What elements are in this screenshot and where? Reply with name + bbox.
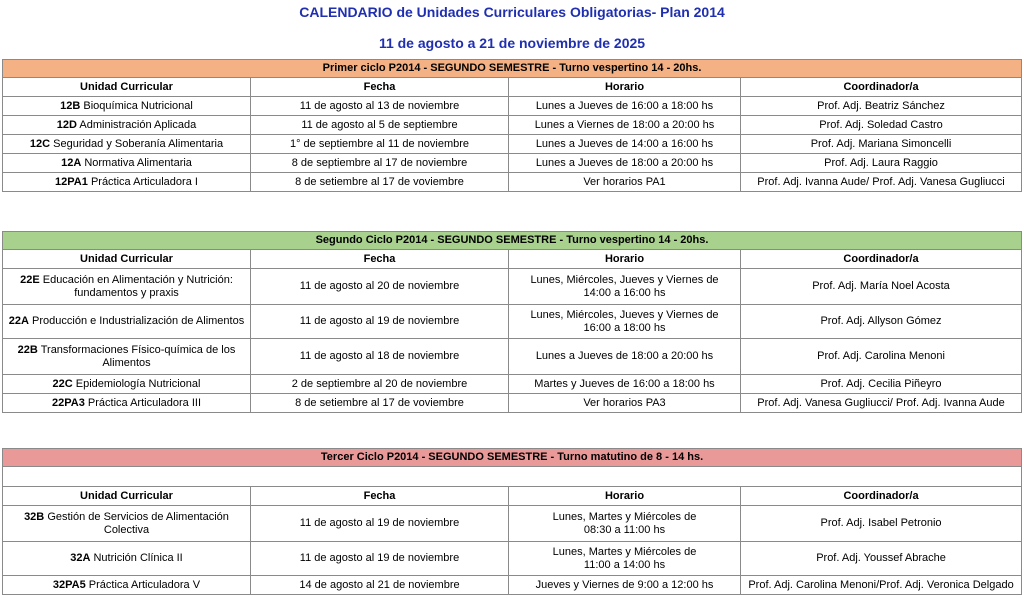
horario-text: Lunes a Viernes de 18:00 a 20:00 hs <box>534 118 715 131</box>
horario-text: Lunes a Jueves de 18:00 a 20:00 hs <box>535 156 714 169</box>
horario-text: Lunes a Jueves de 18:00 a 20:00 hs <box>535 350 714 362</box>
unit-name: Bioquímica Nutricional <box>83 99 193 112</box>
horario-text: Ver horarios PA3 <box>583 396 666 409</box>
unidad-cell <box>3 375 251 394</box>
unit-code: 32PA5 <box>52 578 86 591</box>
section-table <box>2 448 1022 595</box>
table-row <box>3 375 1022 394</box>
fecha-cell: 11 de agosto al 19 de noviembre <box>251 542 509 576</box>
unidad-cell <box>3 394 251 413</box>
header-horario: Horario <box>509 487 741 506</box>
fecha-cell: 8 de setiembre al 17 de voviembre <box>251 394 509 413</box>
section-band: Tercer Ciclo P2014 - SEGUNDO SEMESTRE - Turno matutino de 8 - 14 hs. <box>3 449 1022 467</box>
unidad-cell <box>3 269 251 305</box>
fecha-cell: 11 de agosto al 20 de noviembre <box>251 269 509 305</box>
coordinador-cell: Prof. Adj. Youssef Abrache <box>741 542 1022 576</box>
coordinador-cell: Prof. Adj. Carolina Menoni <box>741 339 1022 375</box>
horario-text-cont: 16:00 a 18:00 hs <box>583 321 666 334</box>
section-band: Segundo Ciclo P2014 - SEGUNDO SEMESTRE - Turno vespertino 14 - 20hs. <box>3 232 1022 250</box>
unit-name: Nutrición Clínica II <box>93 552 183 564</box>
table-row <box>3 269 1022 305</box>
horario-cell <box>509 394 741 413</box>
unit-code: 22PA3 <box>52 396 85 409</box>
horario-cell <box>509 116 741 135</box>
fecha-cell: 11 de agosto al 5 de septiembre <box>251 116 509 135</box>
blank-row <box>3 467 1022 487</box>
header-coord: Coordinador/a <box>741 250 1022 269</box>
fecha-cell: 2 de septiembre al 20 de noviembre <box>251 375 509 394</box>
horario-text: Martes y Jueves de 16:00 a 18:00 hs <box>534 377 715 390</box>
unit-name: Práctica Articuladora I <box>90 175 198 188</box>
table-row <box>3 173 1022 192</box>
header-horario: Horario <box>509 250 741 269</box>
unit-code: 32B <box>24 510 45 523</box>
page-title: CALENDARIO de Unidades Curriculares Obligatorias- Plan 2014 <box>299 4 725 20</box>
unit-name: Epidemiología Nutricional <box>75 377 201 390</box>
unit-code: 12D <box>56 118 77 131</box>
unidad-cell <box>3 116 251 135</box>
horario-cell <box>509 135 741 154</box>
coordinador-cell: Prof. Adj. Vanesa Gugliucci/ Prof. Adj. Ivanna Aude <box>741 394 1022 413</box>
coordinador-cell: Prof. Adj. Cecilia Piñeyro <box>741 375 1022 394</box>
horario-cell <box>509 305 741 339</box>
unit-code: 22E <box>20 273 40 286</box>
header-unidad: Unidad Curricular <box>3 78 251 97</box>
table-row <box>3 154 1022 173</box>
unit-name: Transformaciones Físico-química de los <box>40 343 236 356</box>
fecha-cell: 11 de agosto al 13 de noviembre <box>251 97 509 116</box>
unit-name: Gestión de Servicios de Alimentación <box>47 510 229 523</box>
fecha-cell: 8 de septiembre al 17 de noviembre <box>251 154 509 173</box>
horario-cell <box>509 154 741 173</box>
table-row <box>3 116 1022 135</box>
unit-name: Normativa Alimentaria <box>84 156 192 169</box>
header-fecha: Fecha <box>251 487 509 506</box>
horario-text-cont: 14:00 a 16:00 hs <box>583 286 666 299</box>
header-unidad: Unidad Curricular <box>3 250 251 269</box>
page-subtitle: 11 de agosto a 21 de noviembre de 2025 <box>378 35 646 51</box>
fecha-cell: 11 de agosto al 19 de noviembre <box>251 305 509 339</box>
unit-name: Administración Aplicada <box>79 118 197 131</box>
fecha-cell: 11 de agosto al 19 de noviembre <box>251 506 509 542</box>
horario-text: Lunes, Martes y Miércoles de <box>552 545 697 558</box>
unit-code: 12PA1 <box>55 175 88 188</box>
horario-cell <box>509 375 741 394</box>
unit-code: 12A <box>61 156 82 169</box>
horario-cell <box>509 542 741 576</box>
section-table <box>2 59 1022 192</box>
coordinador-cell: Prof. Adj. Carolina Menoni/Prof. Adj. Veronica Delgado <box>741 576 1022 595</box>
unidad-cell <box>3 339 251 375</box>
table-row <box>3 339 1022 375</box>
unit-code: 22C <box>52 377 73 390</box>
horario-cell <box>509 173 741 192</box>
fecha-cell: 11 de agosto al 18 de noviembre <box>251 339 509 375</box>
table-row <box>3 506 1022 542</box>
horario-cell <box>509 339 741 375</box>
horario-cell <box>509 506 741 542</box>
unidad-cell <box>3 173 251 192</box>
unit-name-cont: Colectiva <box>103 523 150 536</box>
unidad-cell <box>3 576 251 595</box>
coordinador-cell: Prof. Adj. Isabel Petronio <box>741 506 1022 542</box>
horario-text: Lunes, Miércoles, Jueves y Viernes de <box>530 308 719 321</box>
table-row <box>3 576 1022 595</box>
unit-code: 22B <box>17 343 38 356</box>
horario-text: Lunes, Miércoles, Jueves y Viernes de <box>530 273 719 286</box>
horario-cell <box>509 576 741 595</box>
unidad-cell <box>3 154 251 173</box>
fecha-cell: 14 de agosto al 21 de noviembre <box>251 576 509 595</box>
unidad-cell <box>3 506 251 542</box>
table-row <box>3 305 1022 339</box>
unit-name: Práctica Articuladora V <box>88 578 201 591</box>
horario-text: Lunes a Jueves de 16:00 a 18:00 hs <box>535 99 714 112</box>
header-coord: Coordinador/a <box>741 487 1022 506</box>
coordinador-cell: Prof. Adj. Soledad Castro <box>741 116 1022 135</box>
coordinador-cell: Prof. Adj. Mariana Simoncelli <box>741 135 1022 154</box>
coordinador-cell: Prof. Adj. Beatriz Sánchez <box>741 97 1022 116</box>
unidad-cell <box>3 135 251 154</box>
header-unidad: Unidad Curricular <box>3 487 251 506</box>
unit-name: Seguridad y Soberanía Alimentaria <box>53 137 224 150</box>
coordinador-cell: Prof. Adj. María Noel Acosta <box>741 269 1022 305</box>
unidad-cell <box>3 305 251 339</box>
fecha-cell: 1° de septiembre al 11 de noviembre <box>251 135 509 154</box>
unit-code: 22A <box>8 315 29 327</box>
coordinador-cell: Prof. Adj. Allyson Gómez <box>741 305 1022 339</box>
horario-text: Lunes, Martes y Miércoles de <box>552 510 697 523</box>
header-horario: Horario <box>509 78 741 97</box>
table-row <box>3 394 1022 413</box>
unit-code: 12B <box>60 99 81 112</box>
unit-name-cont: Alimentos <box>102 356 151 369</box>
header-fecha: Fecha <box>251 78 509 97</box>
table-row <box>3 135 1022 154</box>
horario-cell <box>509 97 741 116</box>
coordinador-cell: Prof. Adj. Ivanna Aude/ Prof. Adj. Vanesa Gugliucci <box>741 173 1022 192</box>
unit-name: Educación en Alimentación y Nutrición: <box>42 273 233 286</box>
unit-code: 32A <box>70 552 91 564</box>
unit-name: Práctica Articuladora III <box>87 396 201 409</box>
unit-name-cont: fundamentos y praxis <box>74 286 179 299</box>
header-fecha: Fecha <box>251 250 509 269</box>
horario-text: Jueves y Viernes de 9:00 a 12:00 hs <box>535 578 714 591</box>
section-band: Primer ciclo P2014 - SEGUNDO SEMESTRE - Turno vespertino 14 - 20hs. <box>3 60 1022 78</box>
horario-text: Lunes a Jueves de 14:00 a 16:00 hs <box>535 137 714 150</box>
horario-cell <box>509 269 741 305</box>
coordinador-cell: Prof. Adj. Laura Raggio <box>741 154 1022 173</box>
header-coord: Coordinador/a <box>741 78 1022 97</box>
horario-text: Ver horarios PA1 <box>583 175 666 188</box>
section-table <box>2 231 1022 413</box>
table-row <box>3 97 1022 116</box>
fecha-cell: 8 de setiembre al 17 de voviembre <box>251 173 509 192</box>
horario-text-cont: 08:30 a 11:00 hs <box>583 523 666 536</box>
table-row <box>3 542 1022 576</box>
unit-code: 12C <box>29 137 51 150</box>
unit-name: Producción e Industrialización de Alimentos <box>32 315 245 327</box>
unidad-cell <box>3 542 251 576</box>
horario-text-cont: 11:00 a 14:00 hs <box>583 558 666 571</box>
unidad-cell <box>3 97 251 116</box>
